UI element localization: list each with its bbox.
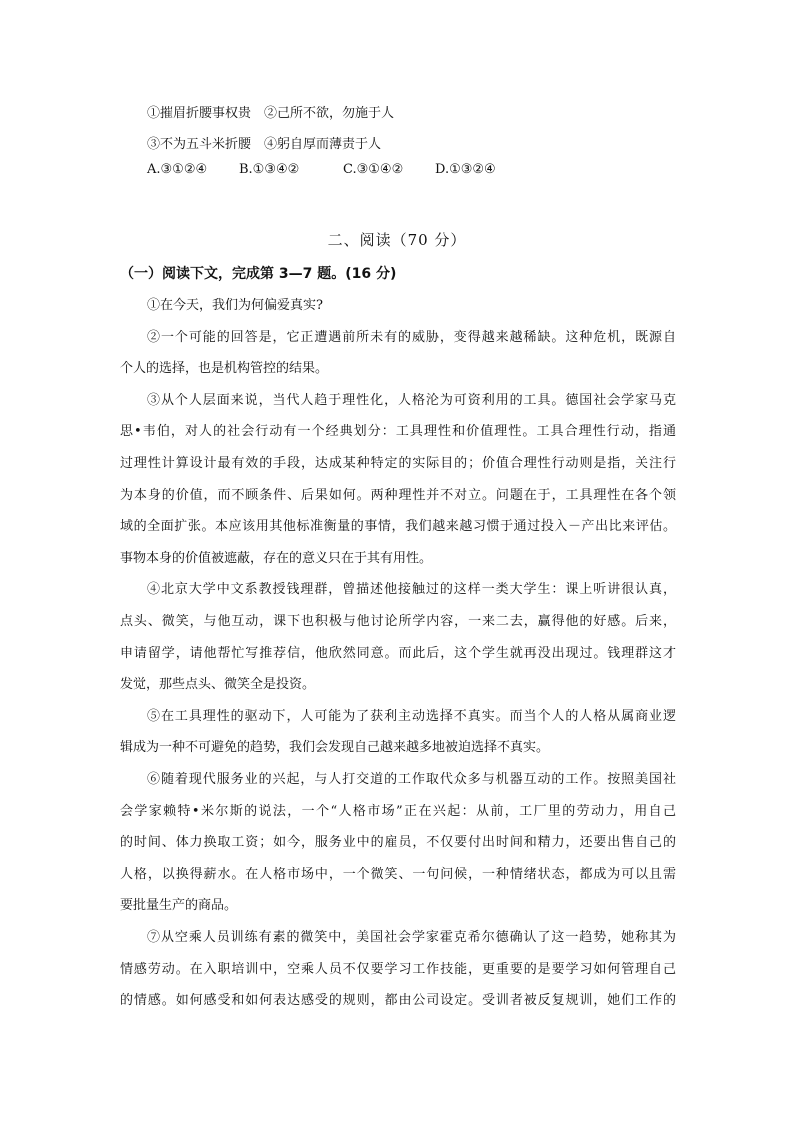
paragraph-3-line-6: 事物本身的价值被遮蔽，存在的意义只在于其有用性。 bbox=[120, 550, 433, 566]
paragraph-4-line-4: 发觉，那些点头、微笑全是投资。 bbox=[120, 677, 316, 693]
question-instruction: （一）阅读下文，完成第 3—7 题。(16 分) bbox=[120, 266, 397, 282]
paragraph-2-line-1: ②一个可能的回答是，它正遭遇前所未有的威胁，变得越来越稀缺。这种危机，既源自 bbox=[147, 329, 676, 345]
section-title: 二、阅读（70 分） bbox=[327, 231, 467, 249]
paragraph-3-line-2: 思•韦伯，对人的社会行动有一个经典划分：工具理性和价值理性。工具合理性行动，指通 bbox=[120, 424, 676, 440]
paragraph-5-line-2: 辑成为一种不可避免的趋势，我们会发现自己越来越多地被迫选择不真实。 bbox=[120, 740, 550, 756]
paragraph-3-line-4: 为本身的价值，而不顾条件、后果如何。两种理性并不对立。问题在于，工具理性在各个领 bbox=[120, 487, 676, 503]
paragraph-4-line-3: 申请留学，请他帮忙写推荐信，他欣然同意。而此后，这个学生就再没出现过。钱理群这才 bbox=[120, 645, 676, 661]
paragraph-1-line-1: ①在今天，我们为何偏爱真实? bbox=[147, 298, 323, 313]
paragraph-4-line-1: ④北京大学中文系教授钱理群，曾描述他接触过的这样一类大学生：课上听讲很认真， bbox=[147, 582, 676, 598]
option-line-1: ①摧眉折腰事权贵 ②己所不欲，勿施于人 bbox=[147, 106, 395, 121]
paragraph-4-line-2: 点头、微笑，与他互动，课下也积极与他讨论所学内容，一来二去，赢得他的好感。后来， bbox=[120, 614, 676, 629]
paragraph-6-line-5: 要批量生产的商品。 bbox=[120, 898, 238, 914]
paragraph-3-line-3: 过理性计算设计最有效的手段，达成某种特定的实际目的；价值合理性行动则是指，关注行 bbox=[120, 456, 676, 471]
paragraph-7-line-3: 的情感。如何感受和如何表达感受的规则，都由公司设定。受训者被反复规训，她们工作的 bbox=[120, 993, 676, 1009]
answer-d: D.①③②④ bbox=[435, 162, 496, 177]
paragraph-5-line-1: ⑤在工具理性的驱动下，人可能为了获利主动选择不真实。而当个人的人格从属商业逻 bbox=[147, 708, 676, 724]
paragraph-6-line-3: 的时间、体力换取工资；如今，服务业中的雇员，不仅要付出时间和精力，还要出售自己的 bbox=[120, 835, 676, 851]
paragraph-7-line-2: 情感劳动。在入职培训中，空乘人员不仅要学习工作技能，更重要的是要学习如何管理自己 bbox=[120, 961, 676, 977]
answer-a: A.③①②④ bbox=[147, 162, 208, 177]
option-line-2: ③不为五斗米折腰 ④躬自厚而薄责于人 bbox=[147, 137, 382, 152]
paragraph-3-line-5: 域的全面扩张。本应该用其他标准衡量的事情，我们越来越习惯于通过投入－产出比来评估。 bbox=[120, 519, 676, 535]
paragraph-7-line-1: ⑦从空乘人员训练有素的微笑中，美国社会学家霍克希尔德确认了这一趋势，她称其为 bbox=[147, 930, 676, 945]
paragraph-6-line-1: ⑥随着现代服务业的兴起，与人打交道的工作取代众多与机器互动的工作。按照美国社 bbox=[147, 772, 676, 787]
paragraph-6-line-4: 人格，以换得薪水。在人格市场中，一个微笑、一句问候，一种情绪状态，都成为可以且需 bbox=[120, 866, 676, 882]
paragraph-3-line-1: ③从个人层面来说，当代人趋于理性化，人格沦为可资利用的工具。德国社会学家马克 bbox=[147, 392, 676, 408]
answer-b: B.①③④② bbox=[239, 162, 300, 177]
paragraph-2-line-2: 个人的选择，也是机构管控的结果。 bbox=[120, 361, 329, 377]
paragraph-6-line-2: 会学家赖特•米尔斯的说法，一个“人格市场”正在兴起：从前，工厂里的劳动力，用自己 bbox=[120, 803, 676, 819]
answer-c: C.③①④② bbox=[343, 162, 404, 177]
